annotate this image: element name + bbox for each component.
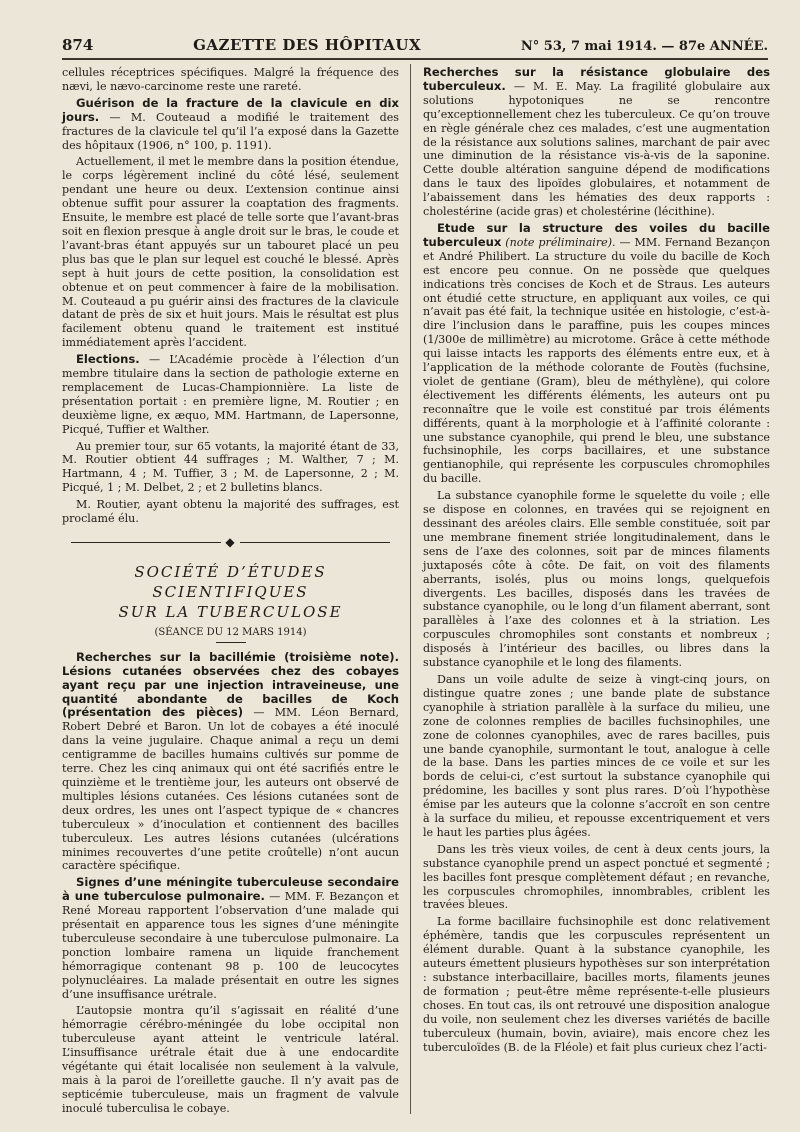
article-elections xyxy=(62,353,399,436)
article-text: — M. E. May. La fragilité globulaire aux solutions hypotoniques ne se rencontre qu’exceptionnellement chez les tuberculeux. Ce qu’on trouve en règle générale chez ces malades, c’est une augmentation de la résistance aux solutions salines, marchant de pair avec une diminution de la résistance vis-à-vis de la saponine. Cette double altération sanguine dépend de modifications dans le taux des lipoïdes globulaires, et notamment de l’abaissement dans les hématies des deux rapports : cholestérine (acide gras) et cholestérine (lécithine). xyxy=(423,79,770,219)
article-title: Recherches sur la résistance globulaire des tuberculeux. xyxy=(423,65,770,93)
article-title: Etude sur la structure des voiles du bacille tuberculeux xyxy=(423,220,770,249)
paragraph: Actuellement, il met le membre dans la position étendue, le corps légèrement incliné du côté lésé, seulement pendant une heure ou deux. L’extension continue ainsi obtenue suffit pour assurer la coaptation des fragments. Ensuite, le membre est placé de telle sorte que l’avant-bras soit en flexion presque à angle droit sur le bras, le coude et l’avant-bras étant appuyés sur un tabouret placé un peu plus bas que le plan sur lequel est couché le blessé. Après sept à huit jours de cette position, la consolidation est obtenue et on peut commencer à faire de la mobilisation. M. Couteaud a pu guérir ainsi des fractures de la clavicule datant de près de six et huit jours. Mais le résultat est plus facilement obtenu quand le traitement est institué immédiatement après l’accident. xyxy=(62,155,399,350)
left-column xyxy=(62,66,399,1114)
article-title: Signes d’une méningite tuberculeuse secondaire à une tuberculose pulmonaire. xyxy=(62,875,399,904)
short-rule xyxy=(216,642,246,643)
article-text: — MM. Fernand Bezançon et André Philibert. La structure du voile du bacille de Koch est encore peu connue. On ne possède que quelques indications très concises de Koch et de Straus. Les auteurs ont étudié cette structure, en appliquant aux voiles, ce qui n’avait pas été fait, la technique usitée en histologie, c’est-à-dire l’inclusion dans le paraffine, puis les coupes minces (1/300e de millimètre) au microtome. Grâce à cette méthode qui laisse intacts les rapports des éléments entre eux, et à l’application de la méthode colorante de Foutès (fuchsine, violet de gentiane (Gram), bleu de méthylène), qui colore électivement les différents éléments, les auteurs ont pu reconnaître que le voile est constitué par trois éléments différents, quant à la morphologie et à l’affinité colorante : une substance cyanophile, qui prend le bleu, une substance fuchsinophile, les corps bacillaires, et une substance gentianophile, qui représente les corpuscules chromophiles du bacille. xyxy=(423,235,770,486)
paragraph: M. Routier, ayant obtenu la majorité des suffrages, est proclamé élu. xyxy=(62,498,399,526)
seance-date: (SÉANCE DU 12 MARS 1914) xyxy=(154,626,307,638)
article-title: Recherches sur la bacillémie (troisième note). Lésions cutanées observées chez des cobayes ayant reçu par une injection intraveineuse, une quantité abondante de bacilles de Koch (présentation des pièces) xyxy=(62,649,399,720)
column-divider xyxy=(410,64,411,1114)
right-column xyxy=(423,66,770,1114)
paragraph: Au premier tour, sur 65 votants, la majorité étant de 33, M. Routier obtient 44 suffrages ; M. Walther, 7 ; M. Hartmann, 4 ; M. Tuffier, 3 ; M. de Lapersonne, 2 ; M. Picqué, 1 ; M. Delbet, 2 ; et 2 bulletins blancs. xyxy=(62,439,399,495)
article-resistance xyxy=(423,66,770,219)
section-ornament: ◆ xyxy=(62,536,399,550)
journal-title: GAZETTE DES HÔPITAUX xyxy=(193,36,422,54)
article-subtitle: (note préliminaire). xyxy=(501,235,616,249)
article-bacillemie xyxy=(62,651,399,874)
article-meningite xyxy=(62,876,399,1001)
society-title xyxy=(62,562,399,622)
issue-info: N° 53, 7 mai 1914. — 87e ANNÉE. xyxy=(520,39,768,54)
article-text: — L’Académie procède à l’élection d’un membre titulaire dans la section de pathologie externe en remplacement de Lucas-Championnière. La liste de présentation portait : en première ligne, M. Routier ; en deuxième ligne, ex æquo, MM. Hartmann, de Lapersonne, Picqué, Tuffier et Walther. xyxy=(62,353,399,436)
article-text: — MM. F. Bezançon et René Moreau rapportent l’observation d’une malade qui présentait en apparence tous les signes d’une méningite tuberculeuse secondaire à une tuberculose pulmonaire. La ponction lombaire ramena un liquide franchement hémorragique contenant 98 p. 100 de leucocytes polynucléaires. La malade présentait en outre les signes d’une insuffisance urétrale. xyxy=(62,890,399,1001)
society-title-line: SUR LA TUBERCULOSE xyxy=(118,602,343,621)
paragraph: La substance cyanophile forme le squelette du voile ; elle se dispose en colonnes, en travées qui se rejoignent en dessinant des aréoles clairs. Elle semble constituée, soit par une membrane finement striée longitudinalement, dans le sens de l’axe des colonnes, soit par de minces filaments juxtaposés côte à côte. De fait, on voit des filaments aberrants, isolés, plus ou moins longs, quelquefois divergents. Les bacilles, disposés dans les travées de substance cyanophile, ou le long d’un filament aberrant, sont parallèles à l’axe des colonnes et à la striation. Les corpuscules chromophiles sont constants et nombreux ; disposés à l’intérieur des bacilles, ou libres dans la substance cyanophile et le long des filaments. xyxy=(423,489,770,670)
article-voiles xyxy=(423,222,770,486)
article-clavicule xyxy=(62,97,399,153)
page-header xyxy=(62,24,768,60)
article-title: Guérison de la fracture de la clavicule en dix jours. xyxy=(62,95,399,124)
paragraph: Dans les très vieux voiles, de cent à deux cents jours, la substance cyanophile prend un aspect ponctué et segmenté ; les bacilles font presque complètement défaut ; en revanche, les corpuscules chromophiles, innombrables, criblent les travées bleues. xyxy=(423,842,770,912)
paragraph: La forme bacillaire fuchsinophile est donc relativement éphémère, tandis que les corpuscules représentent un élément durable. Quant à la substance cyanophile, les auteurs émettent plusieurs hypothèses sur son interprétation : substance interbacillaire, bacilles morts, filaments jeunes de formation ; peut-être même représente-t-elle plusieurs choses. En tout cas, ils ont retrouvé une disposition analogue du voile, non seulement chez les diverses variétés de bacille tuberculeux (humain, bovin, aviaire), mais encore chez les tuberculoïdes (B. de la Fléole) et fait plus curieux chez l’acti- xyxy=(423,915,770,1054)
page-number: 874 xyxy=(62,36,94,54)
article-text: — M. Couteaud a modifié le traitement des fractures de la clavicule tel qu’il l’a exposé dans la Gazette des hôpitaux (1906, n° 100, p. 1191). xyxy=(62,110,399,152)
paragraph: cellules réceptrices spécifiques. Malgré la fréquence des nævi, le nævo-carcinome reste une rareté. xyxy=(62,66,399,93)
article-text: — MM. Léon Bernard, Robert Debré et Baron. Un lot de cobayes a été inoculé dans la veine jugulaire. Chaque animal a reçu un demi centigramme de bacilles humains cultivés sur pomme de terre. Chez les cinq animaux qui ont été sacrifiés entre le quinzième et le trentième jour, les auteurs ont observé de multiples lésions cutanées. Ces lésions cutanées sont de deux ordres, les unes ont l’aspect typique de « chancres tuberculeux » d’inoculation et contiennent des bacilles tuberculeux. Les autres lésions cutanées (ulcérations minimes recouvertes d’une petite croûtelle) n’ont aucun caractère spécifique. xyxy=(62,706,399,873)
paragraph: Dans un voile adulte de seize à vingt-cinq jours, on distingue quatre zones ; une bande plate de substance cyanophile à striation parallèle à la surface du milieu, une zone de colonnes remplies de bacilles fuchsinophiles, une zone de colonnes cyanophiles, avec de rares bacilles, puis une bande cyanophile, surmontant le tout, analogue à celle de la base. Dans les parties minces de ce voile et sur les bords de celui-ci, c’est surtout la substance cyanophile qui prédomine, les bacilles y sont plus rares. D’où l’hypothèse émise par les auteurs que la colonne s’accroît en son centre à la surface du milieu, et repousse excentriquement et vers le haut les parties plus âgées. xyxy=(423,672,770,839)
society-title-line: SOCIÉTÉ D’ÉTUDES SCIENTIFIQUES xyxy=(134,562,327,601)
article-title: Elections. xyxy=(76,352,140,367)
paragraph: L’autopsie montra qu’il s’agissait en réalité d’une hémorragie cérébro-méningée du lobe occipital non tuberculeuse ayant atteint le ventricule latéral. L’insuffisance urétrale était due à une endocardite végétante qui était localisée non seulement à la valvule, mais à la paroi de l’oreillette gauche. Il n’y avait pas de septicémie tuberculeuse, mais un fragment de valvule inoculé tuberculisa le cobaye. xyxy=(62,1004,399,1115)
